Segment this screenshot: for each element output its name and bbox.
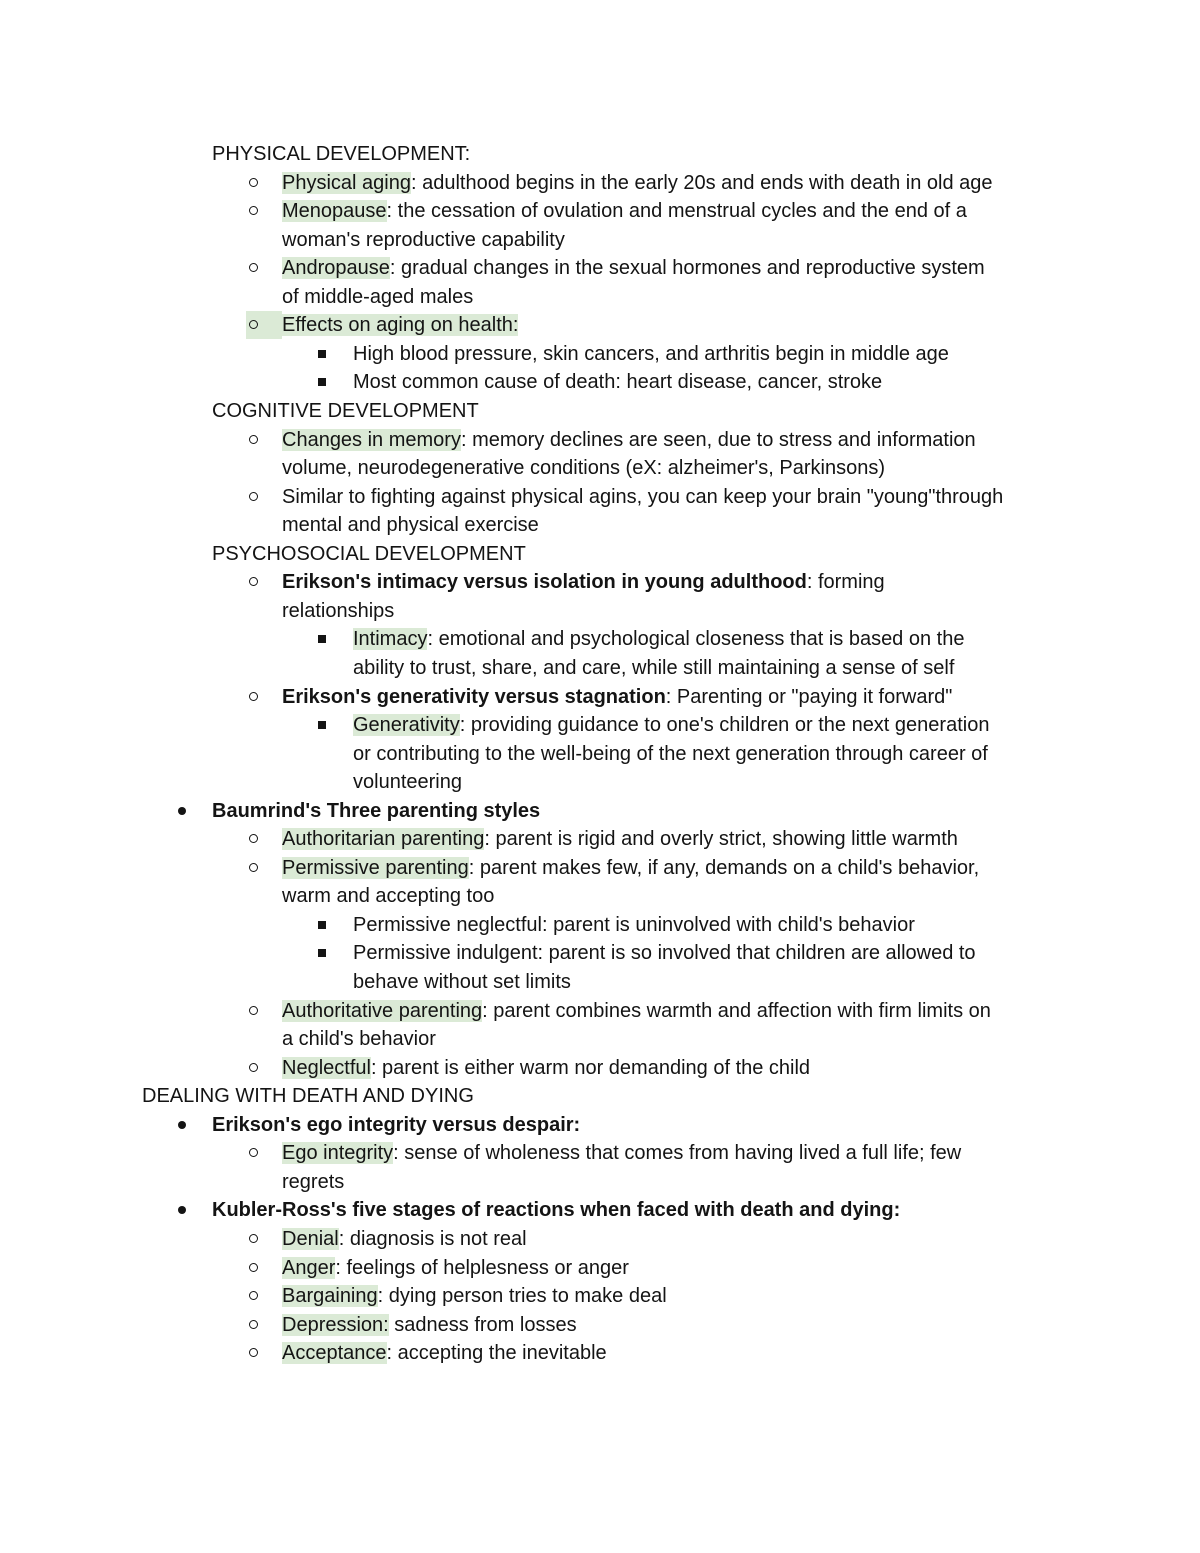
- list-item: [0, 1282, 1200, 1310]
- text-run: warm and accepting too: [282, 885, 495, 908]
- text-run: : Parenting or "paying it forward": [665, 685, 953, 708]
- list-item: [0, 340, 1200, 368]
- line-continuation: [0, 768, 1200, 796]
- text-run: DEALING WITH DEATH AND DYING: [142, 1085, 474, 1108]
- text-run: : parent makes few, if any, demands on a child's behavior,: [468, 856, 980, 879]
- text-run: COGNITIVE DEVELOPMENT: [212, 399, 479, 422]
- line-text: [282, 169, 993, 197]
- list-item: [0, 997, 1200, 1025]
- list-item: [0, 1054, 1200, 1082]
- list-item: [0, 483, 1200, 511]
- line-text: [212, 1196, 900, 1224]
- text-run: : memory declines are seen, due to stress and information: [460, 428, 976, 451]
- bullet-circle-icon: [249, 1148, 258, 1157]
- bullet-circle-icon: [249, 1263, 258, 1272]
- line-continuation: [0, 597, 1200, 625]
- line-continuation: [0, 1025, 1200, 1053]
- line-text: [353, 711, 989, 739]
- text-run: : diagnosis is not real: [338, 1227, 527, 1250]
- line-text: [353, 939, 976, 967]
- highlighted-term: Acceptance: [282, 1342, 387, 1365]
- text-run: ability to trust, share, and care, while still maintaining a sense of self: [353, 656, 955, 679]
- bullet-disc-icon: [178, 1206, 186, 1214]
- bold-term: Baumrind's Three parenting styles: [212, 799, 541, 822]
- text-run: Most common cause of death: heart disease, cancer, stroke: [353, 371, 883, 394]
- line-text: [282, 226, 565, 254]
- section-heading: [0, 397, 1200, 425]
- text-run: : providing guidance to one's children or the next generation: [459, 714, 990, 736]
- text-run: : sense of wholeness that comes from having lived a full life; few: [393, 1142, 962, 1165]
- list-item: [0, 1254, 1200, 1282]
- text-run: PHYSICAL DEVELOPMENT:: [212, 143, 471, 165]
- bullet-square-icon: [318, 378, 326, 386]
- text-run: volunteering: [353, 771, 462, 794]
- highlighted-term: Neglectful: [282, 1056, 371, 1079]
- line-continuation: [0, 511, 1200, 539]
- text-run: : parent is rigid and overly strict, showing little warmth: [484, 828, 958, 851]
- line-text: [282, 197, 967, 225]
- highlighted-term: Changes in memory: [282, 428, 461, 451]
- line-text: [282, 1225, 527, 1253]
- line-text: [282, 1025, 436, 1053]
- list-item: [0, 1339, 1200, 1367]
- list-item: [0, 368, 1200, 396]
- line-text: [282, 597, 394, 625]
- line-continuation: [0, 882, 1200, 910]
- highlighted-term: Ego integrity: [282, 1142, 394, 1165]
- list-item: [0, 311, 1200, 339]
- line-continuation: [0, 968, 1200, 996]
- list-item: [0, 911, 1200, 939]
- bullet-circle-icon: [249, 1348, 258, 1357]
- highlighted-term: Depression:: [282, 1313, 389, 1336]
- section-heading: [0, 1082, 1200, 1110]
- text-run: Similar to fighting against physical agins, you can keep your brain "young"through: [282, 485, 1004, 508]
- bold-term: Erikson's generativity versus stagnation: [282, 685, 666, 708]
- list-item: [0, 1111, 1200, 1139]
- bullet-circle-icon: [249, 1006, 258, 1015]
- text-run: : adulthood begins in the early 20s and ends with death in old age: [410, 171, 993, 194]
- line-text: [353, 654, 954, 682]
- line-text: [212, 397, 479, 425]
- line-text: [282, 483, 1003, 511]
- highlighted-term: Intimacy: [353, 628, 428, 651]
- bold-term: Erikson's ego integrity versus despair:: [212, 1113, 581, 1136]
- text-run: : feelings of helplesness or anger: [335, 1256, 629, 1279]
- bullet-circle-icon: [249, 263, 258, 272]
- bullet-circle-icon: [249, 206, 258, 215]
- line-text: [212, 140, 470, 168]
- line-text: [282, 283, 473, 311]
- text-run: : gradual changes in the sexual hormones and reproductive system: [389, 257, 985, 280]
- line-continuation: [0, 226, 1200, 254]
- highlighted-term: Anger: [282, 1256, 336, 1279]
- line-continuation: [0, 654, 1200, 682]
- line-text: [282, 426, 976, 454]
- line-text: [353, 340, 949, 368]
- line-text: [282, 854, 979, 882]
- line-text: [353, 368, 882, 396]
- list-item: [0, 169, 1200, 197]
- line-text: [282, 825, 958, 853]
- bullet-square-icon: [318, 350, 326, 358]
- list-item: [0, 426, 1200, 454]
- bullet-circle-icon: [249, 692, 258, 701]
- line-text: [282, 1339, 607, 1367]
- text-run: behave without set limits: [353, 971, 571, 993]
- line-text: [282, 454, 885, 482]
- bold-term: Erikson's intimacy versus isolation in young adulthood: [282, 571, 807, 594]
- bullet-circle-icon: [249, 577, 258, 586]
- line-text: [282, 683, 952, 711]
- line-text: [282, 311, 518, 339]
- highlighted-term: Permissive parenting: [282, 856, 469, 879]
- bullet-circle-icon: [249, 178, 258, 187]
- text-run: PSYCHOSOCIAL DEVELOPMENT: [212, 542, 526, 565]
- line-text: [282, 1139, 961, 1167]
- line-text: [353, 968, 571, 996]
- list-item: [0, 1139, 1200, 1167]
- bullet-square-icon: [318, 721, 326, 729]
- highlighted-term: Effects on aging on health:: [282, 314, 519, 337]
- line-text: [353, 625, 964, 653]
- line-text: [212, 797, 540, 825]
- text-run: High blood pressure, skin cancers, and arthritis begin in middle age: [353, 342, 949, 365]
- highlighted-term: Generativity: [353, 714, 460, 736]
- list-item: [0, 825, 1200, 853]
- list-item: [0, 1311, 1200, 1339]
- text-run: woman's reproductive capability: [282, 228, 565, 251]
- bullet-circle-icon: [249, 863, 258, 872]
- list-item: [0, 939, 1200, 967]
- line-continuation: [0, 1168, 1200, 1196]
- highlighted-term: Authoritative parenting: [282, 999, 483, 1022]
- bold-term: Kubler-Ross's five stages of reactions when faced with death and dying:: [212, 1199, 901, 1222]
- line-text: [282, 254, 985, 282]
- text-run: relationships: [282, 599, 395, 622]
- bullet-circle-icon: [249, 435, 258, 444]
- list-item: [0, 1196, 1200, 1224]
- line-text: [212, 1111, 580, 1139]
- text-run: regrets: [282, 1170, 345, 1193]
- text-run: mental and physical exercise: [282, 514, 539, 537]
- line-text: [282, 1282, 667, 1310]
- text-run: volume, neurodegenerative conditions (eX: alzheimer's, Parkinsons): [282, 457, 886, 480]
- text-run: of middle-aged males: [282, 285, 474, 308]
- text-run: : forming: [806, 571, 885, 594]
- bullet-disc-icon: [178, 1121, 186, 1129]
- list-item: [0, 625, 1200, 653]
- list-item: [0, 854, 1200, 882]
- highlighted-term: Menopause: [282, 200, 387, 223]
- list-item: [0, 683, 1200, 711]
- line-text: [282, 511, 539, 539]
- line-continuation: [0, 283, 1200, 311]
- bullet-circle-icon: [249, 1320, 258, 1329]
- bullet-square-icon: [318, 635, 326, 643]
- line-continuation: [0, 454, 1200, 482]
- line-text: [353, 768, 462, 796]
- bullet-circle-icon: [249, 492, 258, 501]
- bullet-square-icon: [318, 949, 326, 957]
- text-run: : parent combines warmth and affection with firm limits on: [482, 999, 991, 1022]
- line-text: [282, 1054, 810, 1082]
- text-run: Permissive indulgent: parent is so involved that children are allowed to: [353, 942, 976, 965]
- text-run: : emotional and psychological closeness that is based on the: [427, 628, 965, 651]
- text-run: a child's behavior: [282, 1028, 436, 1051]
- line-text: [282, 882, 494, 910]
- text-run: Permissive neglectful: parent is uninvolved with child's behavior: [353, 913, 915, 936]
- line-text: [282, 1254, 629, 1282]
- text-run: sadness from losses: [388, 1313, 577, 1336]
- line-text: [353, 740, 988, 768]
- line-text: [282, 997, 991, 1025]
- line-text: [353, 911, 915, 939]
- list-item: [0, 711, 1200, 739]
- text-run: : the cessation of ovulation and menstrual cycles and the end of a: [386, 200, 967, 223]
- bullet-square-icon: [318, 921, 326, 929]
- list-item: [0, 568, 1200, 596]
- text-run: : accepting the inevitable: [386, 1342, 607, 1365]
- bullet-circle-icon: [249, 1291, 258, 1300]
- line-text: [282, 1311, 577, 1339]
- highlighted-term: Physical aging: [282, 171, 411, 194]
- line-text: [282, 1168, 344, 1196]
- line-text: [142, 1082, 474, 1110]
- highlighted-term: Andropause: [282, 257, 390, 280]
- section-heading: [0, 540, 1200, 568]
- line-text: [212, 540, 526, 568]
- section-heading: [0, 140, 1200, 168]
- highlighted-term: Authoritarian parenting: [282, 828, 485, 851]
- bullet-circle-icon: [249, 1063, 258, 1072]
- list-item: [0, 1225, 1200, 1253]
- text-run: : dying person tries to make deal: [377, 1285, 667, 1307]
- highlighted-term: Bargaining: [282, 1285, 378, 1307]
- list-item: [0, 197, 1200, 225]
- list-item: [0, 797, 1200, 825]
- list-item: [0, 254, 1200, 282]
- bullet-disc-icon: [178, 807, 186, 815]
- bullet-circle-icon: [249, 834, 258, 843]
- highlighted-term: Denial: [282, 1227, 339, 1250]
- text-run: or contributing to the well-being of the next generation through career of: [353, 742, 988, 765]
- line-text: [282, 568, 885, 596]
- line-continuation: [0, 740, 1200, 768]
- bullet-circle-icon: [249, 1234, 258, 1243]
- text-run: : parent is either warm nor demanding of the child: [370, 1056, 811, 1079]
